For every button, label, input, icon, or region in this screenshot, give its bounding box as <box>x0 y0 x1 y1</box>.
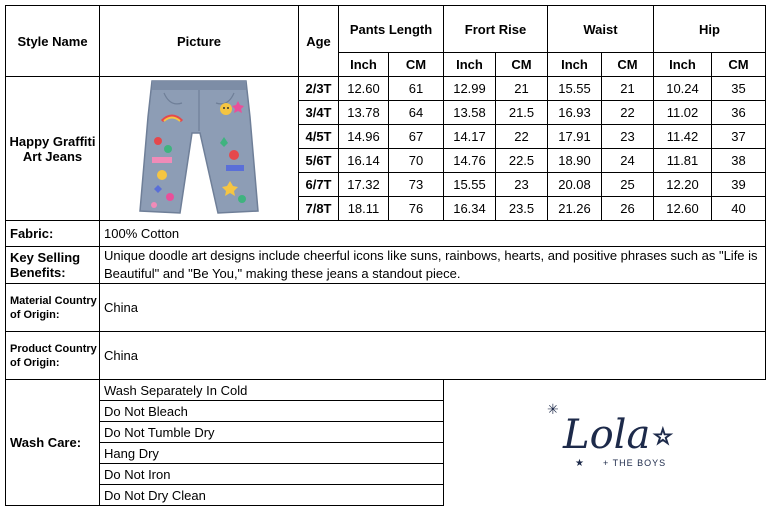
length-cm: 76 <box>389 197 444 221</box>
size-age: 3/4T <box>299 101 339 125</box>
header-front-rise: Frort Rise <box>444 6 548 53</box>
length-cm: 67 <box>389 125 444 149</box>
waist-inch: 20.08 <box>548 173 602 197</box>
size-age: 2/3T <box>299 77 339 101</box>
waist-cm: 26 <box>602 197 654 221</box>
hip-inch: 11.42 <box>654 125 712 149</box>
wash-care-item: Do Not Bleach <box>100 401 444 422</box>
length-cm: 64 <box>389 101 444 125</box>
wash-care-item: Hang Dry <box>100 443 444 464</box>
fabric-label: Fabric: <box>6 221 100 247</box>
length-inch: 18.11 <box>339 197 389 221</box>
length-inch: 13.78 <box>339 101 389 125</box>
rise-inch: 14.76 <box>444 149 496 173</box>
rise-cm: 23 <box>496 173 548 197</box>
lola-logo <box>545 398 695 476</box>
rise-cm: 21 <box>496 77 548 101</box>
wash-care-label: Wash Care: <box>6 380 100 506</box>
rise-cm: 22.5 <box>496 149 548 173</box>
lola-wordmark: Lola <box>563 412 651 458</box>
size-age: 7/8T <box>299 197 339 221</box>
size-age: 4/5T <box>299 125 339 149</box>
hip-inch: 12.60 <box>654 197 712 221</box>
header-waist: Waist <box>548 6 654 53</box>
subheader-length-inch: Inch <box>339 53 389 77</box>
subheader-rise-inch: Inch <box>444 53 496 77</box>
subheader-rise-cm: CM <box>496 53 548 77</box>
header-pants-length: Pants Length <box>339 6 444 53</box>
waist-inch: 17.91 <box>548 125 602 149</box>
table-row <box>6 77 766 101</box>
subheader-waist-inch: Inch <box>548 53 602 77</box>
header-picture: Picture <box>100 6 299 77</box>
rise-cm: 21.5 <box>496 101 548 125</box>
waist-inch: 16.93 <box>548 101 602 125</box>
hip-inch: 11.02 <box>654 101 712 125</box>
selling-benefits-label: Key Selling Benefits: <box>6 247 100 284</box>
waist-cm: 22 <box>602 101 654 125</box>
length-cm: 73 <box>389 173 444 197</box>
subheader-hip-cm: CM <box>712 53 766 77</box>
waist-cm: 21 <box>602 77 654 101</box>
rise-cm: 22 <box>496 125 548 149</box>
header-style-name: Style Name <box>6 6 100 77</box>
hip-cm: 39 <box>712 173 766 197</box>
rise-inch: 14.17 <box>444 125 496 149</box>
waist-inch: 21.26 <box>548 197 602 221</box>
hip-cm: 38 <box>712 149 766 173</box>
length-inch: 12.60 <box>339 77 389 101</box>
rise-inch: 15.55 <box>444 173 496 197</box>
rise-cm: 23.5 <box>496 197 548 221</box>
wash-care-item: Do Not Iron <box>100 464 444 485</box>
waist-cm: 23 <box>602 125 654 149</box>
logo-tagline: + THE BOYS <box>603 458 667 468</box>
product-style-name: Happy Graffiti Art Jeans <box>6 77 100 221</box>
rise-inch: 12.99 <box>444 77 496 101</box>
length-cm: 70 <box>389 149 444 173</box>
subheader-hip-inch: Inch <box>654 53 712 77</box>
rise-inch: 16.34 <box>444 197 496 221</box>
material-origin-label: Material Country of Origin: <box>6 284 100 332</box>
wash-care-item: Wash Separately In Cold <box>100 380 444 401</box>
header-age: Age <box>299 6 339 77</box>
sparkle-icon: ✳ <box>547 402 559 418</box>
subheader-length-cm: CM <box>389 53 444 77</box>
hip-cm: 36 <box>712 101 766 125</box>
waist-inch: 15.55 <box>548 77 602 101</box>
selling-benefits-value: Unique doodle art designs include cheerful icons like suns, rainbows, hearts, and positive phrases such as "Life is Beautiful" and "Be You," making these jeans a standout piece. <box>100 247 766 284</box>
hip-inch: 12.20 <box>654 173 712 197</box>
length-inch: 17.32 <box>339 173 389 197</box>
length-inch: 14.96 <box>339 125 389 149</box>
waist-cm: 24 <box>602 149 654 173</box>
subheader-waist-cm: CM <box>602 53 654 77</box>
header-hip: Hip <box>654 6 766 53</box>
length-inch: 16.14 <box>339 149 389 173</box>
product-origin-value: China <box>100 332 766 380</box>
star-outline-icon: ☆ <box>653 425 673 450</box>
hip-cm: 37 <box>712 125 766 149</box>
jeans-image <box>134 77 264 217</box>
waist-inch: 18.90 <box>548 149 602 173</box>
size-age: 5/6T <box>299 149 339 173</box>
hip-cm: 35 <box>712 77 766 101</box>
rise-inch: 13.58 <box>444 101 496 125</box>
hip-inch: 10.24 <box>654 77 712 101</box>
hip-cm: 40 <box>712 197 766 221</box>
fabric-value: 100% Cotton <box>100 221 766 247</box>
waist-cm: 25 <box>602 173 654 197</box>
star-filled-icon: ★ <box>575 458 584 469</box>
material-origin-value: China <box>100 284 766 332</box>
hip-inch: 11.81 <box>654 149 712 173</box>
wash-care-item: Do Not Dry Clean <box>100 485 444 506</box>
product-picture <box>100 77 299 221</box>
size-age: 6/7T <box>299 173 339 197</box>
length-cm: 61 <box>389 77 444 101</box>
wash-care-item: Do Not Tumble Dry <box>100 422 444 443</box>
product-origin-label: Product Country of Origin: <box>6 332 100 380</box>
